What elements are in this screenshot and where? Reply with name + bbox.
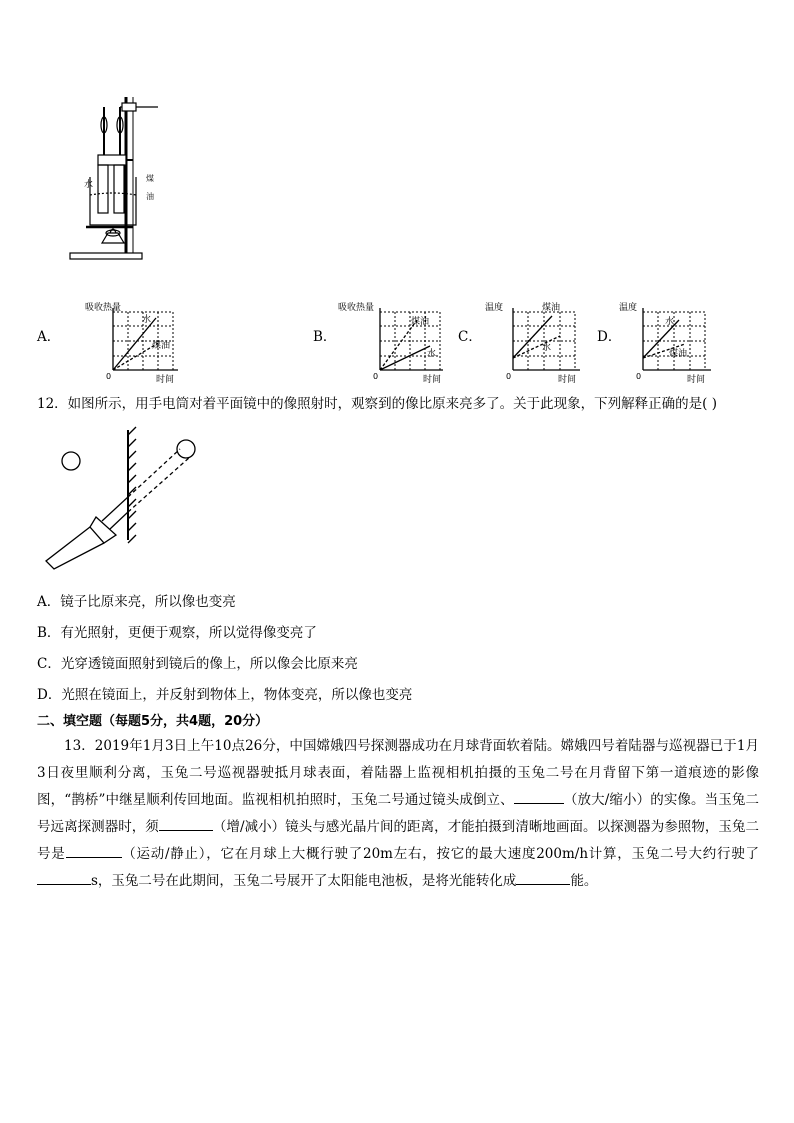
graph-d-xlabel: 时间 [687,375,706,385]
graph-c-lower-label: 水 [542,343,552,353]
q13-blank-2[interactable] [159,816,213,831]
q13-blank-5[interactable] [516,870,570,885]
graph-a-origin: 0 [106,372,112,381]
option-c-letter: C． [458,329,482,345]
option-b-letter: B． [313,329,337,345]
section-heading-fill-in: 二、填空题（每题5分，共4题，20分） [37,714,269,729]
heating-apparatus-figure [58,95,158,265]
label-kerosene-1: 煤 [146,174,154,183]
option-d-letter: D． [597,329,622,345]
q13-blank-1[interactable] [514,789,564,804]
q12-stem: 12．如图所示，用手电筒对着平面镜中的像照射时，观察到的像比原来亮多了。关于此现象，下列解释正确的是( ) [37,396,718,412]
q13-text-part1: 13．2019年1月3日上午10点26分，中国嫦娥四号探测器成功在月球背面软着陆。嫦娥四号着陆器与巡视器已于1月3日夜里顺利分离，玉兔二号巡视器驶抵月球表面，着陆器上监视相机拍摄的玉兔二号在月背留下第一道痕迹的影像图，“鹊桥”中继星顺利传回地面。监视相机拍照时，玉兔二号通过镜头成倒立、 [37,738,759,808]
q13-blank-3[interactable] [66,843,122,858]
label-kerosene-2: 油 [146,192,154,201]
graph-d-lower-label: 煤油 [669,349,688,359]
graph-b-lower-label: 水 [427,349,437,359]
graph-option-c [480,300,590,385]
q13-paragraph [37,733,759,895]
graph-option-a [80,300,190,385]
q12-option-d: D．光照在镜面上，并反射到物体上，物体变亮，所以像也变亮 [37,687,413,703]
graph-c-origin: 0 [506,372,512,381]
q13-text-part6: 能。 [570,873,598,889]
graph-a-upper-label: 水 [142,315,152,325]
graph-b-ylabel: 吸收热量 [338,303,375,313]
q12-option-b: B．有光照射，更便于观察，所以觉得像变亮了 [37,625,317,641]
graph-c-upper-label: 煤油 [542,303,561,313]
graph-a-ylabel: 吸收热量 [85,303,122,313]
q13-text-part4: （运动/静止），它在月球上大概行驶了20m左右，按它的最大速度200m/h计算，玉兔二号大约行驶了 [121,846,759,862]
graph-option-d [617,300,727,385]
graph-d-origin: 0 [636,372,642,381]
graph-b-origin: 0 [373,372,379,381]
q13-text-part5: s，玉兔二号在此期间，玉兔二号展开了太阳能电池板，是将光能转化成 [91,873,517,889]
q12-option-a: A．镜子比原来亮，所以像也变亮 [37,594,236,610]
graph-d-ylabel: 温度 [619,303,638,313]
graph-c-ylabel: 温度 [485,303,504,313]
q13-text-part2: （放大/缩小）的实像。当玉兔二号远离探测器时，须 [37,792,759,835]
graph-option-b [335,300,445,385]
q13-blank-4[interactable] [37,870,91,885]
flashlight-mirror-figure [40,425,210,575]
graph-d-upper-label: 水 [665,317,675,327]
q13-text-part3: （增/减小）镜头与感光晶片间的距离，才能拍摄到清晰地画面。以探测器为参照物，玉兔二号是 [37,819,759,862]
graph-a-xlabel: 时间 [156,375,175,385]
graph-c-xlabel: 时间 [558,375,577,385]
graph-b-upper-label: 煤油 [411,317,430,327]
q12-option-c: C．光穿透镜面照射到镜后的像上，所以像会比原来亮 [37,656,358,672]
graph-a-lower-label: 煤油 [152,341,171,351]
graph-b-xlabel: 时间 [423,375,442,385]
label-water: 水 [84,180,94,190]
option-a-letter: A． [37,329,61,345]
